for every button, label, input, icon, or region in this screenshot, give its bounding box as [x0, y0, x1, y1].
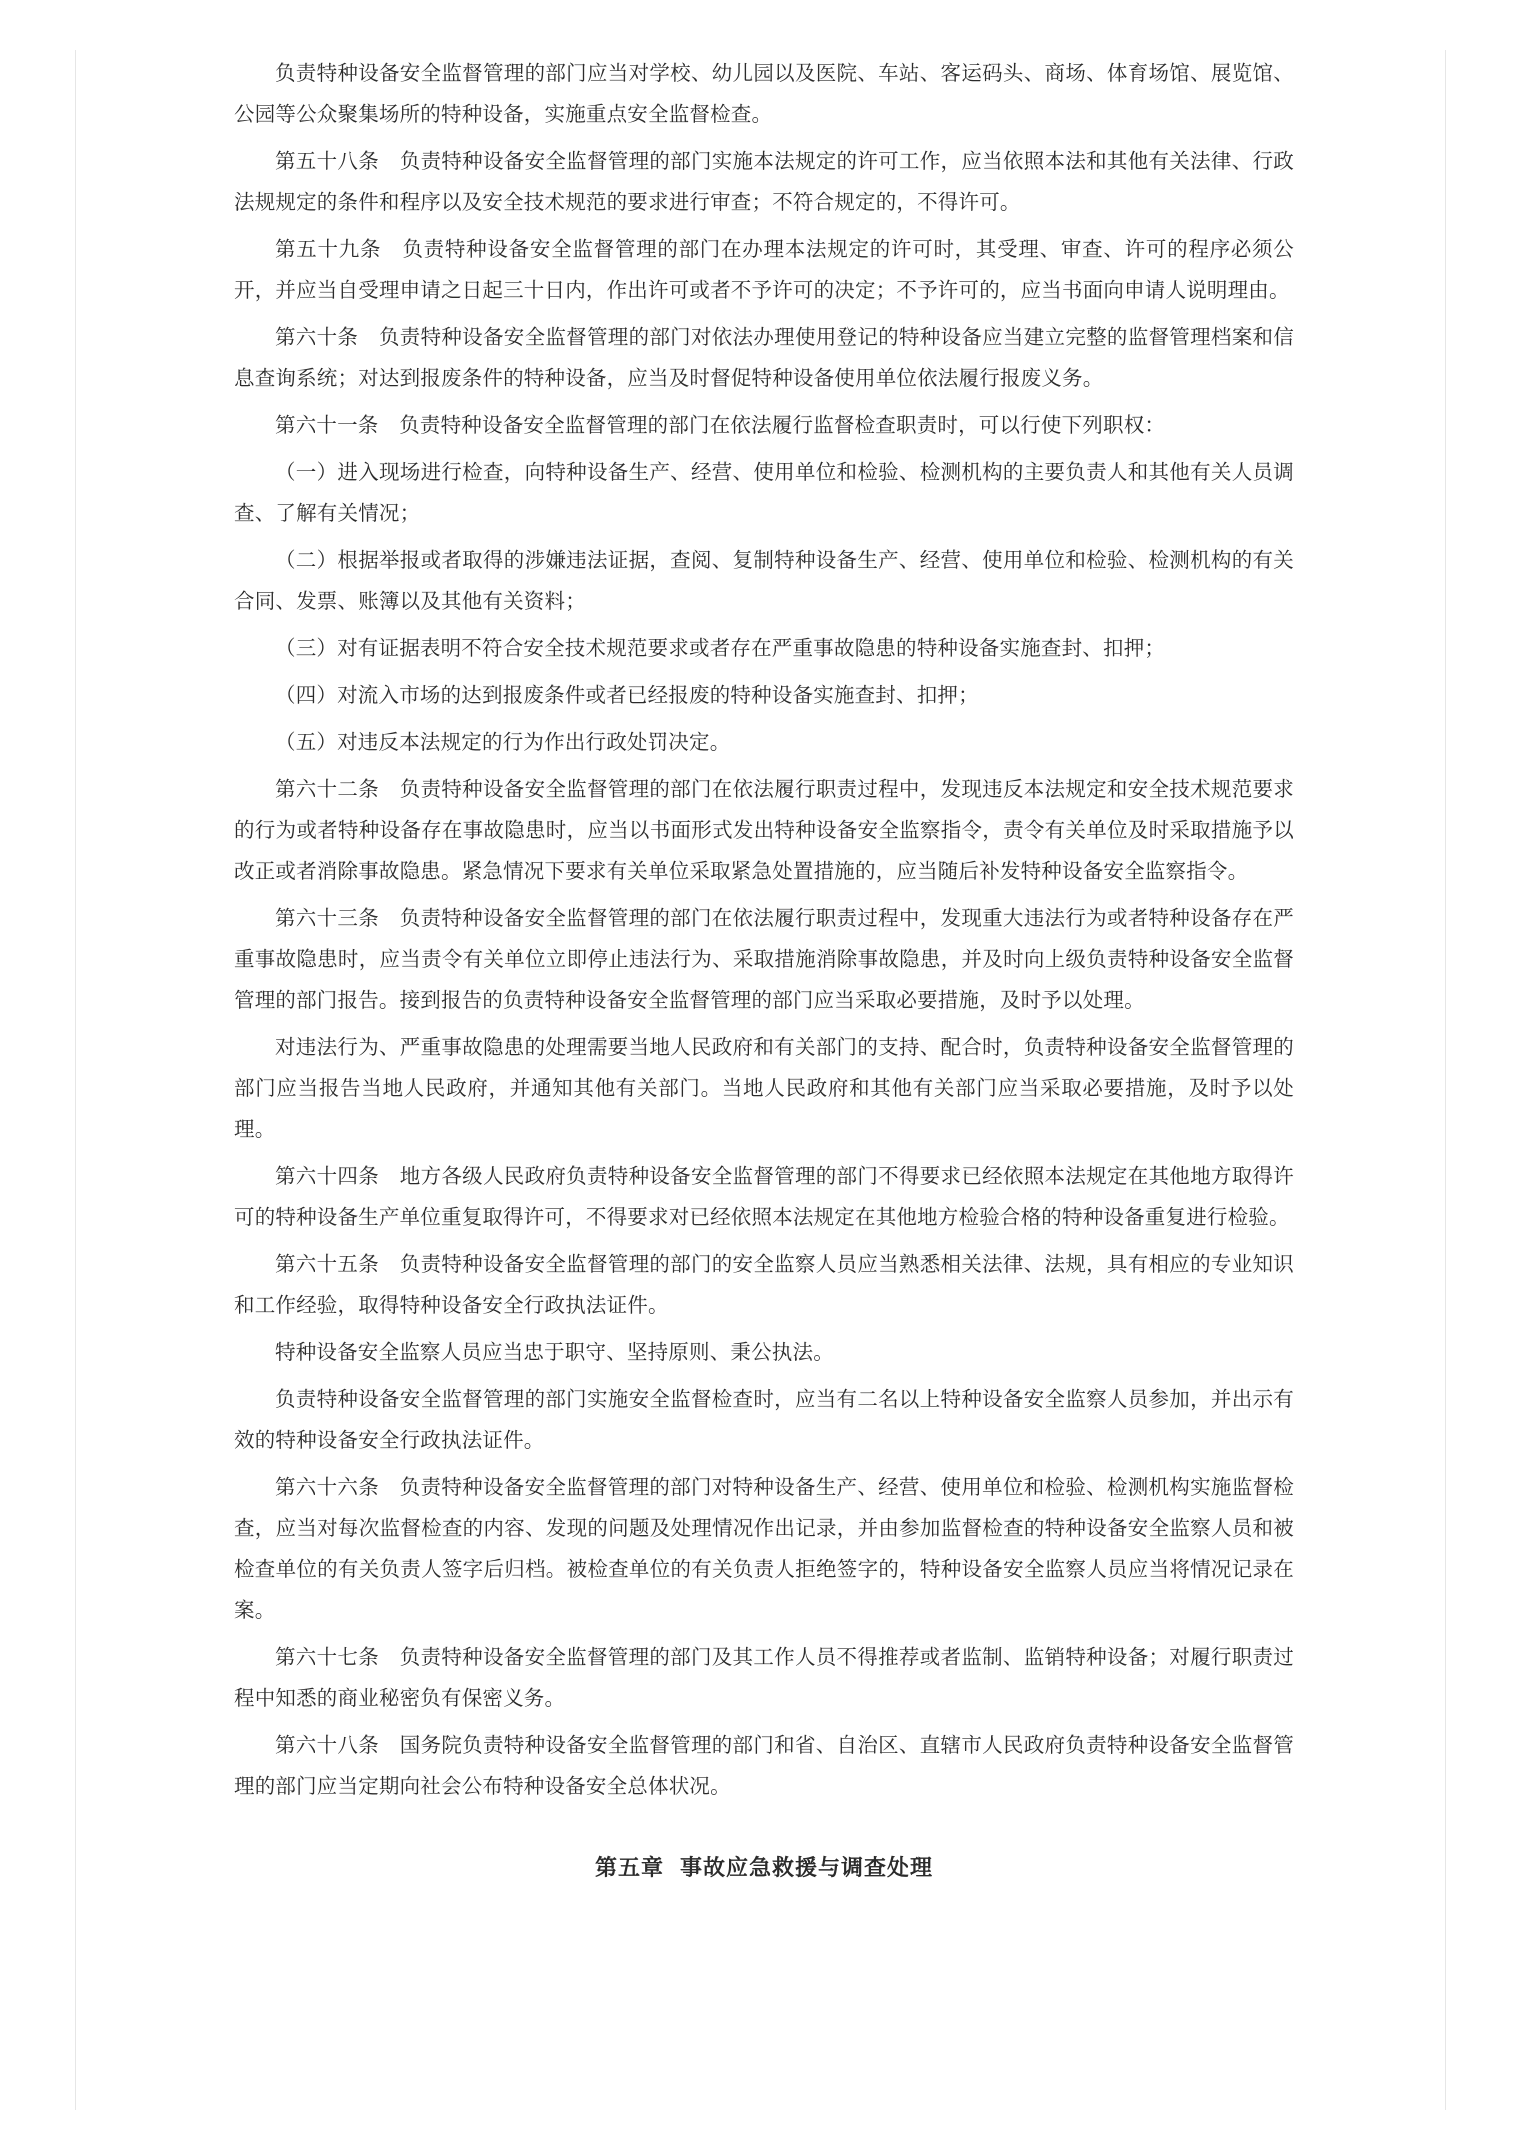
- chapter-number: 第五章: [594, 1856, 664, 1881]
- chapter-heading: [234, 1847, 1294, 1891]
- left-margin-rule: [75, 50, 76, 2110]
- article-61-item-2: （二）根据举报或者取得的涉嫌违法证据，查阅、复制特种设备生产、经营、使用单位和检验、检测机构的有关合同、发票、账簿以及其他有关资料；: [234, 548, 1294, 613]
- article-68: 第六十八条 国务院负责特种设备安全监督管理的部门和省、自治区、直辖市人民政府负责特种设备安全监督管理的部门应当定期向社会公布特种设备安全总体状况。: [234, 1733, 1294, 1798]
- article-62: 第六十二条 负责特种设备安全监督管理的部门在依法履行职责过程中，发现违反本法规定和安全技术规范要求的行为或者特种设备存在事故隐患时，应当以书面形式发出特种设备安全监察指令，责令有关单位及时采取措施予以改正或者消除事故隐患。紧急情况下要求有关单位采取紧急处置措施的，应当随后补发特种设备安全监察指令。: [234, 777, 1294, 883]
- article-61-item-5: （五）对违反本法规定的行为作出行政处罚决定。: [275, 730, 731, 754]
- article-64: 第六十四条 地方各级人民政府负责特种设备安全监督管理的部门不得要求已经依照本法规定在其他地方取得许可的特种设备生产单位重复取得许可，不得要求对已经依照本法规定在其他地方检验合格的特种设备重复进行检验。: [234, 1164, 1294, 1229]
- article-58: 第五十八条 负责特种设备安全监督管理的部门实施本法规定的许可工作，应当依照本法和其他有关法律、行政法规规定的条件和程序以及安全技术规范的要求进行审查；不符合规定的，不得许可。: [234, 149, 1294, 214]
- article-59: 第五十九条 负责特种设备安全监督管理的部门在办理本法规定的许可时，其受理、审查、许可的程序必须公开，并应当自受理申请之日起三十日内，作出许可或者不予许可的决定；不予许可的，应当书面向申请人说明理由。: [234, 237, 1294, 302]
- chapter-title: 事故应急救援与调查处理: [680, 1856, 934, 1881]
- article-67: 第六十七条 负责特种设备安全监督管理的部门及其工作人员不得推荐或者监制、监销特种设备；对履行职责过程中知悉的商业秘密负有保密义务。: [234, 1645, 1294, 1710]
- article-61-item-3: （三）对有证据表明不符合安全技术规范要求或者存在严重事故隐患的特种设备实施查封、扣押；: [275, 636, 1166, 660]
- article-65-paragraph-3: 负责特种设备安全监督管理的部门实施安全监督检查时，应当有二名以上特种设备安全监察人员参加，并出示有效的特种设备安全行政执法证件。: [234, 1387, 1294, 1452]
- article-61-item-4: （四）对流入市场的达到报废条件或者已经报废的特种设备实施查封、扣押；: [275, 683, 979, 707]
- document-body: [234, 53, 1294, 1891]
- paragraph-public-places-inspection: 负责特种设备安全监督管理的部门应当对学校、幼儿园以及医院、车站、客运码头、商场、体育场馆、展览馆、公园等公众聚集场所的特种设备，实施重点安全监督检查。: [234, 61, 1294, 126]
- article-61: 第六十一条 负责特种设备安全监督管理的部门在依法履行监督检查职责时，可以行使下列职权：: [275, 413, 1166, 437]
- article-65-paragraph-2: 特种设备安全监察人员应当忠于职守、坚持原则、秉公执法。: [275, 1340, 834, 1364]
- article-66: 第六十六条 负责特种设备安全监督管理的部门对特种设备生产、经营、使用单位和检验、检测机构实施监督检查，应当对每次监督检查的内容、发现的问题及处理情况作出记录，并由参加监督检查的特种设备安全监察人员和被检查单位的有关负责人签字后归档。被检查单位的有关负责人拒绝签字的，特种设备安全监察人员应当将情况记录在案。: [234, 1475, 1294, 1622]
- article-63-paragraph-2: 对违法行为、严重事故隐患的处理需要当地人民政府和有关部门的支持、配合时，负责特种设备安全监督管理的部门应当报告当地人民政府，并通知其他有关部门。当地人民政府和其他有关部门应当采取必要措施，及时予以处理。: [234, 1035, 1294, 1141]
- article-61-item-1: （一）进入现场进行检查，向特种设备生产、经营、使用单位和检验、检测机构的主要负责人和其他有关人员调查、了解有关情况；: [234, 460, 1294, 525]
- right-margin-rule: [1445, 50, 1446, 2110]
- article-63: 第六十三条 负责特种设备安全监督管理的部门在依法履行职责过程中，发现重大违法行为或者特种设备存在严重事故隐患时，应当责令有关单位立即停止违法行为、采取措施消除事故隐患，并及时向上级负责特种设备安全监督管理的部门报告。接到报告的负责特种设备安全监督管理的部门应当采取必要措施，及时予以处理。: [234, 906, 1294, 1012]
- article-60: 第六十条 负责特种设备安全监督管理的部门对依法办理使用登记的特种设备应当建立完整的监督管理档案和信息查询系统；对达到报废条件的特种设备，应当及时督促特种设备使用单位依法履行报废义务。: [234, 325, 1294, 390]
- article-65: 第六十五条 负责特种设备安全监督管理的部门的安全监察人员应当熟悉相关法律、法规，具有相应的专业知识和工作经验，取得特种设备安全行政执法证件。: [234, 1252, 1294, 1317]
